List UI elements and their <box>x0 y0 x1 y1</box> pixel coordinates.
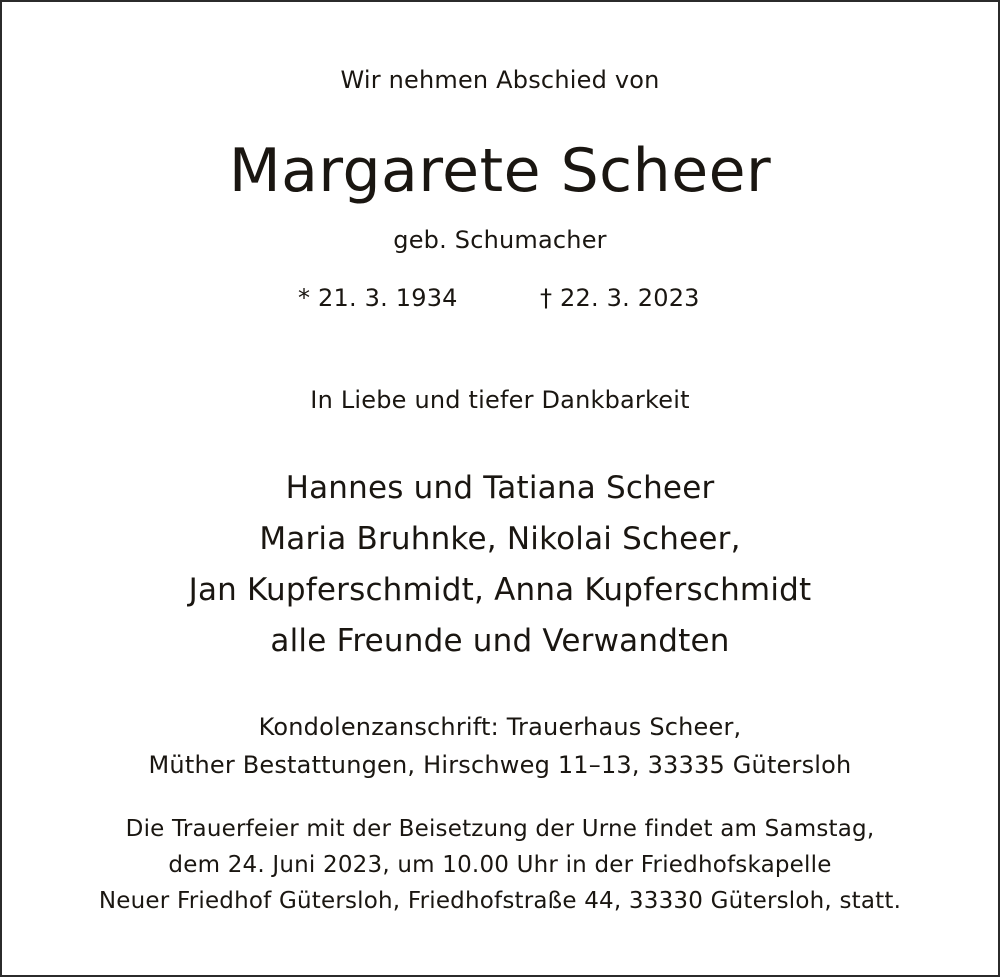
ceremony-line: Die Trauerfeier mit der Beisetzung der Urne findet am Samstag, <box>125 816 875 842</box>
mourner-line: Maria Bruhnke, Nikolai Scheer, <box>259 521 741 557</box>
mourners-list <box>2 467 998 671</box>
ceremony-line: Neuer Friedhof Gütersloh, Friedhofstraße 44, 33330 Gütersloh, statt. <box>98 888 902 914</box>
deceased-name: Margarete Scheer <box>228 136 772 206</box>
address-line: Müther Bestattungen, Hirschweg 11–13, 33335 Gütersloh <box>148 751 852 779</box>
address-line: Kondolenzanschrift: Trauerhaus Scheer, <box>258 713 742 741</box>
mourner-line: Hannes und Tatiana Scheer <box>285 470 715 506</box>
mourner-line: Jan Kupferschmidt, Anna Kupferschmidt <box>188 572 812 608</box>
maiden-name: geb. Schumacher <box>393 226 607 254</box>
intro-text: Wir nehmen Abschied von <box>340 66 660 94</box>
condolence-address <box>2 708 998 784</box>
ceremony-line: dem 24. Juni 2023, um 10.00 Uhr in der Friedhofskapelle <box>168 852 832 878</box>
death-date: † 22. 3. 2023 <box>540 284 700 312</box>
ceremony-info <box>2 811 998 919</box>
dedication-text: In Liebe und tiefer Dankbarkeit <box>310 386 690 414</box>
birth-date: * 21. 3. 1934 <box>298 284 458 312</box>
mourner-line: alle Freunde und Verwandten <box>270 623 730 659</box>
